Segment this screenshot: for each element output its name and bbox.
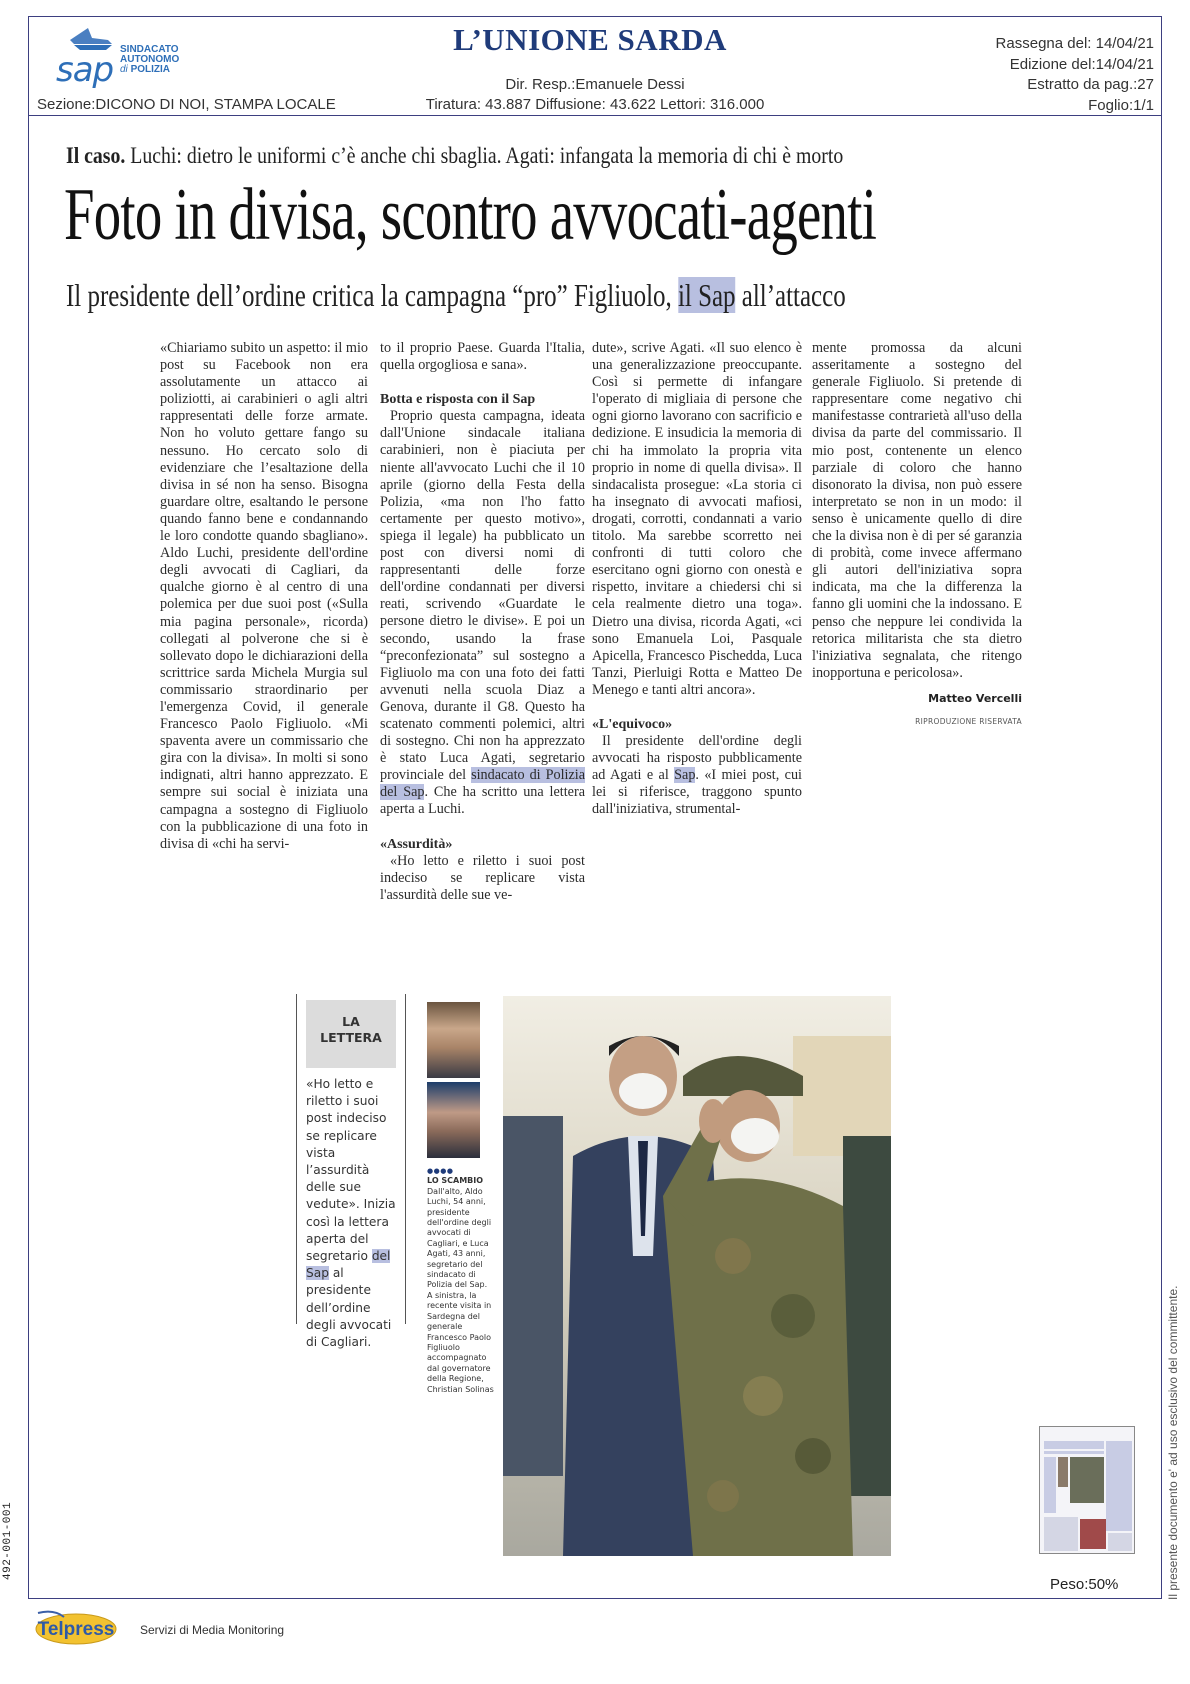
sap-line2: AUTONOMO: [120, 54, 180, 65]
caption-dots: ●●●●: [427, 1167, 454, 1175]
telpress-wordmark: Telpress: [37, 1619, 115, 1640]
sap-line1: SINDACATO: [120, 44, 179, 55]
review-meta: [996, 34, 1154, 116]
sap-line3: POLIZIA: [130, 64, 171, 75]
column-text: «Chiariamo subito un aspetto: il mio post su Facebook non era assolutamente un attacco ai poliziotti, ai carabinieri o agli altri rappresentati delle forze armate. Non ho voluto gettare fango su nessuno. Ho cercato solo di evidenziare che l’esaltazione della divisa in sé non ha senso. Bisogna guardare oltre, esaltando le persone quando fanno bene e condannando le loro condotte quando sbagliano». Aldo Luchi, presidente dell'ordine degli avvocati di Cagliari, da qualche giorno è al centro di una polemica per due suoi post («Sulla mia pagina personale», ricorda) collegati al polverone che si è sollevato dopo le dichiarazioni della scrittrice sarda Michela Murgia sul commissario straordinario per l'emergenza Covid, il generale Francesco Paolo Figliuolo. «Mi spaventa avere un commissario che gira con la divisa». In molti si sono indignati, altri hanno apprezzato. E sempre sui social è iniziata una campagna a sostegno di Figliuolo con la pubblicazione di una foto in divisa di «chi ha servi-: [160, 340, 368, 852]
photo-caption: [427, 1166, 495, 1395]
article-column-4: [812, 340, 1022, 730]
subhead-highlight: il Sap: [677, 277, 736, 313]
paragraph-text: . «I miei post, cui lei si riferisce, traggono spunto dall'iniziativa, strumental-: [592, 767, 802, 818]
paragraph-text: Proprio questa campagna, ideata dall'Unione sindacale italiana carabinieri, non è piaciuta per niente all'avvocato Luchi che il 10 aprile (giorno della Festa della Polizia, «ma non l'ho fatto certamente per questo motivo», spiega il legale) ha pubblicato un post con diversi nomi di rappresentanti delle forze dell'ordine condannati per diversi reati, scrivendo «Guardate le persone dietro le divise». E poi un secondo, usando la frase “preconfezionata” sul sostegno a Figliuolo ma con una foto dei fatti avvenuti nella scuola Diaz a Genova, durante il G8. Questo ha scatenato commenti polemici, altri di sostegno. Chi non ha apprezzato è stato Luca Agati, segretario provinciale del: [380, 408, 585, 784]
section-heading: «L'equivoco»: [592, 716, 673, 732]
article-column-1: [160, 340, 368, 853]
sheet-number: Foglio:1/1: [1088, 96, 1154, 114]
section-label: Sezione:DICONO DI NOI, STAMPA LOCALE: [37, 96, 336, 113]
sap-logo-letters: sap: [56, 50, 114, 90]
column-text: «Ho letto e riletto i suoi post indeciso se replicare vista l'assurdità delle sue ve-: [380, 852, 585, 903]
article-column-2: [380, 340, 585, 904]
paragraph-text: . Che ha scritto una lettera aperta a Luchi.: [380, 784, 585, 818]
caption-label: LO SCAMBIO: [427, 1176, 484, 1186]
extract-page: Estratto da pag.:27: [1027, 76, 1154, 93]
document-id: 492-001-001: [2, 1501, 14, 1580]
highlighted-text: del Sap: [306, 1249, 391, 1281]
subhead-text-end: all’attacco: [735, 277, 846, 313]
photo-general-saluting: [503, 996, 891, 1556]
subheadline: [66, 277, 846, 314]
page-thumbnail-graphic: [1040, 1427, 1135, 1554]
reproduction-notice: RIPRODUZIONE RISERVATA: [915, 716, 1022, 726]
newspaper-masthead: L’UNIONE SARDA: [453, 22, 727, 57]
lettera-title-1: LA: [342, 1014, 360, 1029]
section-heading: «Assurdità»: [380, 836, 453, 852]
telpress-tagline: Servizi di Media Monitoring: [140, 1623, 285, 1637]
divider: [296, 994, 297, 1324]
page-thumbnail: [1039, 1426, 1135, 1554]
column-text: dute», scrive Agati. «Il suo elenco è una generalizzazione preoccupante. Così si permette di infangare l'operato di migliaia di persone che ogni giorno lavorano con sacrificio e dedizione. E insudicia la memoria di chi ha immolato la propria vita proprio in nome di quella divisa». Il sindacalista prosegue: «La storia ci ha insegnato di avvocati mafiosi, drogati, corrotti, condannati a vario titolo. Ma sarebbe scorretto nei confronti di tutti coloro che esercitano ogni giorno con onestà e rispetto, invitare a chiedersi chi si cela realmente dietro una toga». Dietro una divisa, ricorda Agati, «ci sono Emanuela Loi, Pasquale Apicella, Francesco Pischedda, Luca Tanzi, Pierluigi Rotta e Matteo De Menego e tanti altri ancora».: [592, 340, 802, 698]
column-text: [380, 408, 585, 818]
telpress-logo: [34, 1609, 118, 1645]
byline: Matteo Vercelli: [928, 691, 1022, 705]
main-photo: [503, 996, 891, 1556]
sap-line3-prefix: di: [120, 64, 128, 75]
circulation: Tiratura: 43.887 Diffusione: 43.622 Lettori: 316.000: [425, 96, 765, 113]
highlighted-text: sindacato di Polizia del Sap: [380, 767, 585, 801]
caption-text: Dall'alto, Aldo Luchi, 54 anni, presidente dell'ordine degli avvocati di Cagliari, e Luca Agati, 43 anni, segretario del sindacato di Polizia del Sap. A sinistra, la recente visita in Sardegna del generale Francesco Paolo Figliuolo accompagnato dal governatore della Regione, Christian Solinas: [427, 1186, 494, 1394]
section-heading: Botta e risposta con il Sap: [380, 392, 536, 408]
lettera-body: [306, 1076, 402, 1351]
lettera-heading: [306, 1000, 396, 1068]
kicker-label: Il caso.: [66, 143, 126, 168]
rassegna-date: Rassegna del: 14/04/21: [995, 35, 1154, 52]
usage-disclaimer: Il presente documento e' ad uso esclusivo del committente.: [1166, 1285, 1180, 1600]
lettera-title-2: LETTERA: [320, 1030, 382, 1045]
subhead-text: Il presidente dell’ordine critica la campagna “pro” Figliuolo,: [66, 277, 678, 313]
portrait-luca-agati: [427, 1082, 480, 1158]
lettera-text: al presidente dell’ordine degli avvocati di Cagliari.: [306, 1266, 392, 1350]
weight-label: Peso:50%: [1050, 1576, 1119, 1593]
column-text: [592, 733, 802, 818]
paragraph-text: Il presidente dell'ordine degli avvocati ha risposto pubblicamente ad Agati e al: [592, 733, 802, 784]
portrait-aldo-luchi: [427, 1002, 480, 1078]
column-text: to il proprio Paese. Guarda l'Italia, quella orgogliosa e sana».: [380, 340, 585, 374]
kicker: [66, 143, 843, 169]
article-column-3: [592, 340, 802, 819]
police-cap-icon: [68, 28, 114, 52]
telpress-logo-graphic: [34, 1609, 118, 1645]
column-text: mente promossa da alcuni asseritamente a sostegno del generale Figliuolo. Si pretende di rappresentare come negativo chi manifestasse contrarietà all'uso della divisa da parte del commissario. Il mio post, contenente un elenco parziale di coloro che hanno disonorato la divisa, non può essere interpretato se non in un modo: il senso è unicamente quello di dire che la divisa non è di per sé garanzia di probità, come invece affermano gli autori dell'iniziativa sopra indicata, ma che la differenza la fanno gli uomini che la indossano. E penso che neppure lei condivida la retorica militarista che sta dietro l'iniziativa segnalata, che ritengo inopportuna e pericolosa».: [812, 340, 1022, 681]
sap-logo-text: [120, 45, 179, 75]
director: Dir. Resp.:Emanuele Dessi: [505, 76, 685, 93]
sap-logo: [56, 28, 180, 90]
lettera-text: «Ho letto e riletto i suoi post indeciso se replicare vista l’assurdità delle sue vedute». Inizia così la lettera aperta del segretario: [306, 1077, 396, 1264]
highlighted-text: Sap: [674, 767, 696, 784]
edition-date: Edizione del:14/04/21: [1009, 55, 1154, 73]
headline: Foto in divisa, scontro avvocati-agenti: [64, 174, 877, 256]
kicker-text: Luchi: dietro le uniformi c’è anche chi sbaglia. Agati: infangata la memoria di chi è morto: [125, 143, 844, 168]
divider: [405, 994, 406, 1324]
